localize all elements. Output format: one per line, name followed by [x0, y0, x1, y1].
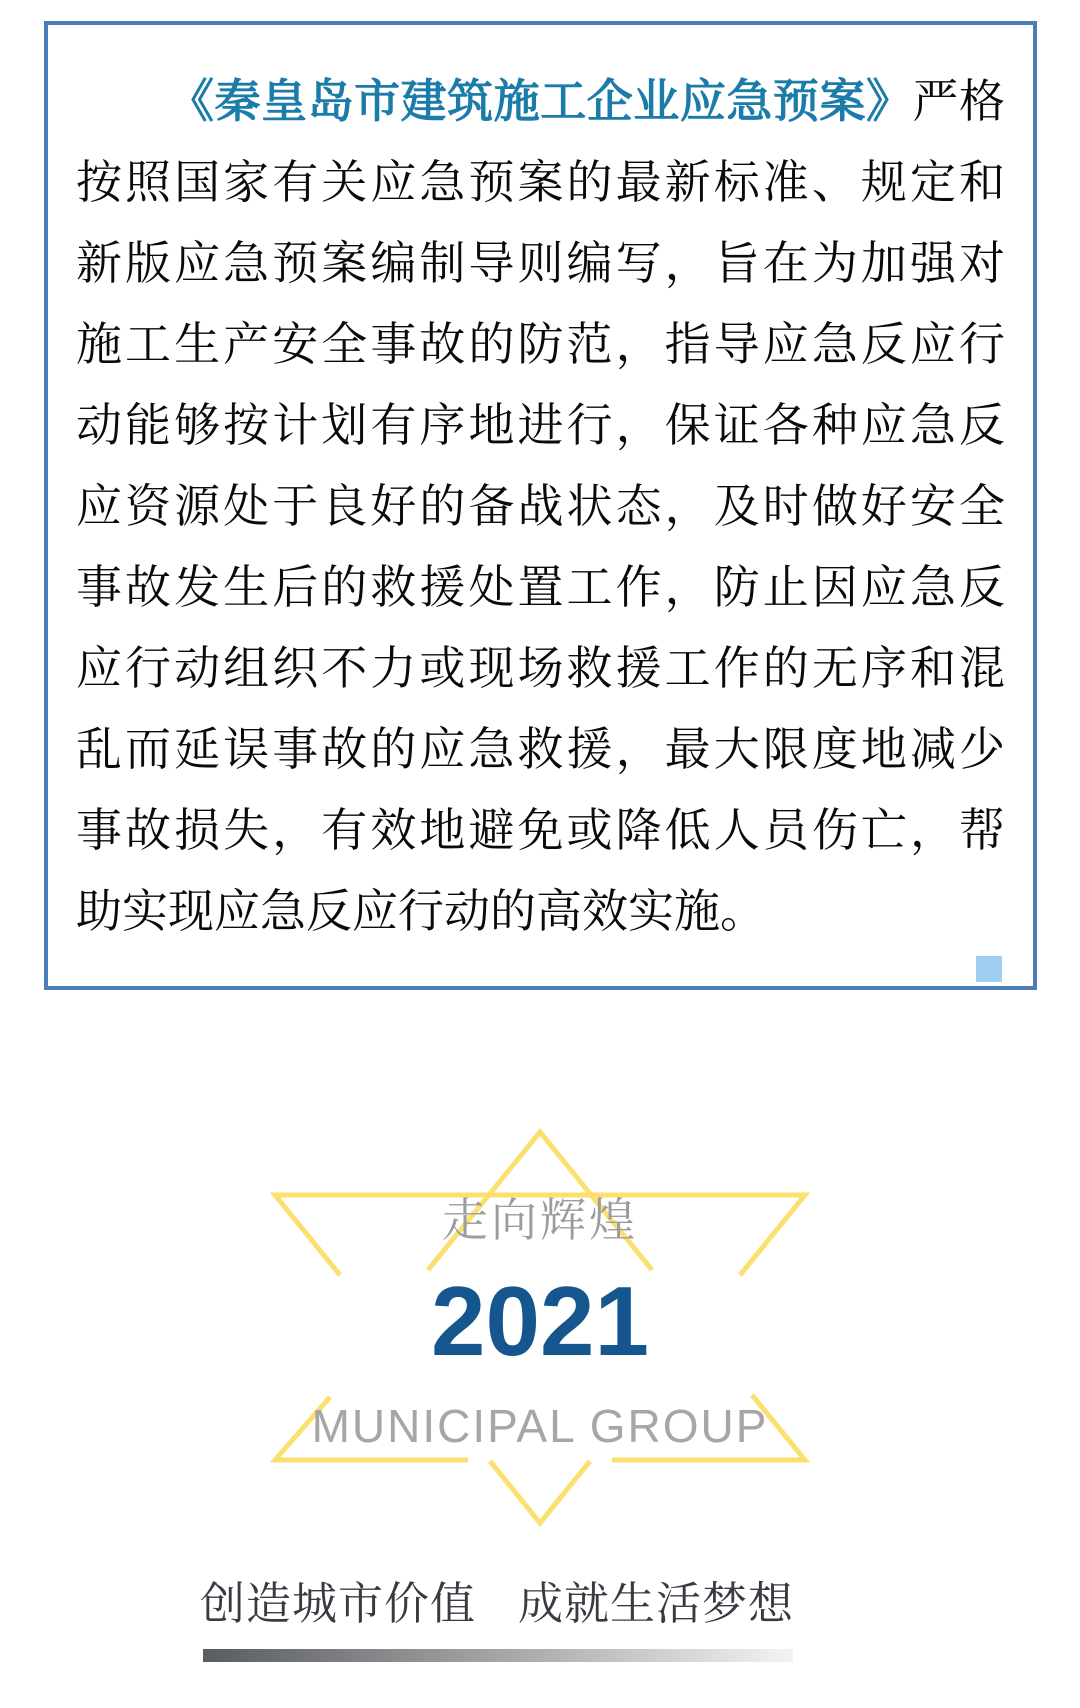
group-subtitle-text: MUNICIPAL GROUP	[311, 1400, 769, 1452]
intro-line: 动能够按计划有序地进行，保证各种应急反	[76, 399, 1005, 451]
intro-line: 按照国家有关应急预案的最新标准、规定和	[76, 156, 1005, 208]
intro-title: 《秦皇岛市建筑施工企业应急预案》	[168, 75, 913, 127]
footer-gradient-bar	[203, 1649, 793, 1662]
intro-line	[76, 61, 1005, 142]
corner-accent-square	[976, 956, 1002, 982]
intro-line: 乱而延误事故的应急救援，最大限度地减少	[76, 723, 1005, 775]
intro-line: 助实现应急反应行动的高效实施。	[76, 885, 766, 937]
intro-box	[44, 21, 1037, 990]
intro-line: 应行动组织不力或现场救援工作的无序和混	[76, 642, 1005, 694]
intro-line: 新版应急预案编制导则编写，旨在为加强对	[76, 237, 1005, 289]
star-down-triangle-apex	[490, 1461, 590, 1523]
intro-line: 施工生产安全事故的防范，指导应急反应行	[76, 318, 1005, 370]
year-text: 2021	[430, 1266, 649, 1376]
intro-paragraph	[76, 61, 1005, 952]
footer-slogan	[0, 1578, 994, 1630]
tagline-text: 走向辉煌	[442, 1194, 638, 1246]
slogan-part-1: 创造城市价值	[199, 1578, 476, 1629]
slogan-part-2: 成就生活梦想	[518, 1578, 795, 1629]
intro-line-rest: 严格	[912, 75, 1006, 127]
intro-line: 应资源处于良好的备战状态，及时做好安全	[76, 480, 1005, 532]
intro-line: 事故发生后的救援处置工作，防止因应急反	[76, 561, 1005, 613]
intro-line: 事故损失，有效地避免或降低人员伤亡，帮	[76, 804, 1005, 856]
